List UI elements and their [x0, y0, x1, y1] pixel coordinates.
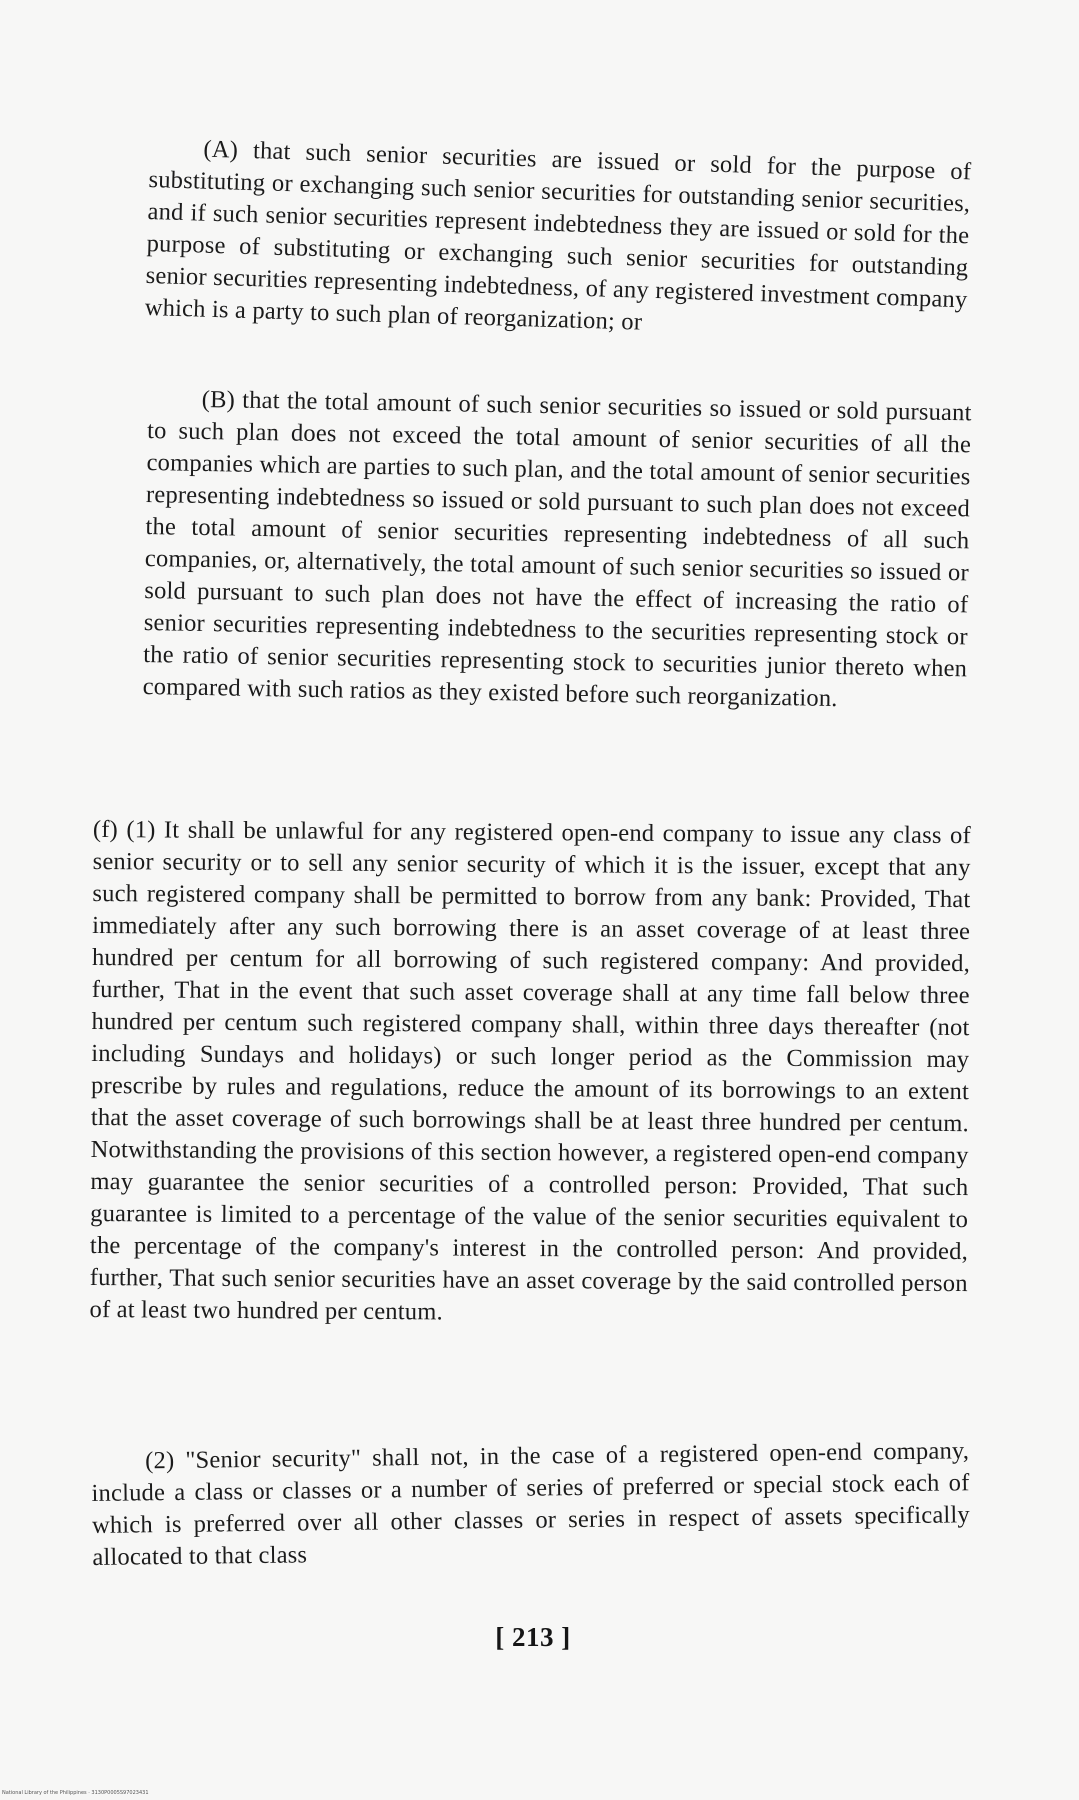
- paragraph-a: [144, 132, 971, 348]
- paragraph-f1-text: (f) (1) It shall be unlawful for any registered open-end company to issue any class of senior security or to sell any senior security of which it is the issuer, except that any such registered company shall be permitted to borrow from any bank: Provided, That immediately after any such borrowing there is an asset coverage of at least three hundred per centum for all borrowing of such registered company: And provided, further, That in the event that such asset coverage shall at any time fall below three hundred per centum such registered company shall, within three days thereafter (not including Sundays and holidays) or such longer period as the Commission may prescribe by rules and regulations, reduce the amount of its borrowings to an extent that the asset coverage of such borrowings shall be at least three hundred per centum. Notwithstanding the provisions of this section however, a registered open-end company may guarantee the senior securities of a controlled person: Provided, That such guarantee is limited to a percentage of the value of the senior securities equivalent to the percentage of the company's interest in the controlled person: And provided, further, That such senior securities have an asset coverage by the said controlled person of at least two hundred per centum.: [89, 815, 971, 1326]
- footer-note: National Library of the Philippines · 3130P0005S97023431: [2, 1790, 149, 1796]
- paragraph-f2: [91, 1435, 970, 1574]
- paragraph-b: [142, 383, 971, 717]
- page-number: [ 213 ]: [495, 1622, 571, 1652]
- paragraph-f2-text: (2) "Senior security" shall not, in the case of a registered open-end company, include a class or classes or a number of series of preferred or special stock each of which is preferred over all other classes or series in respect of assets specifically allocated to that class: [91, 1437, 971, 1571]
- paragraph-f1: [89, 814, 971, 1332]
- paragraph-b-text: (B) that the total amount of such senior securities so issued or sold pursuant to such plan does not exceed the total amount of senior securities of all the companies which are parties to such plan, and the total amount of senior securities representing indebtedness so issued or sold pursuant to such plan does not exceed the total amount of senior securities representing indebtedness of all such companies, or, alternatively, the total amount of such senior securities so issued or sold pursuant to such plan does not have the effect of increasing the ratio of senior securities representing indebtedness to the securities representing stock or the ratio of senior securities representing stock to securities junior thereto when compared with such ratios as they existed before such reorganization.: [142, 385, 972, 713]
- paragraph-a-text: (A) that such senior securities are issued or sold for the purpose of substituting or exchanging such senior securities for outstanding senior securities, and if such senior securities represent indebtedness they are issued or sold for the purpose of substituting or exchanging such senior securities for outstanding senior securities representing indebtedness, of any registered investment company which is a party to such plan of reorganization; or: [144, 135, 972, 336]
